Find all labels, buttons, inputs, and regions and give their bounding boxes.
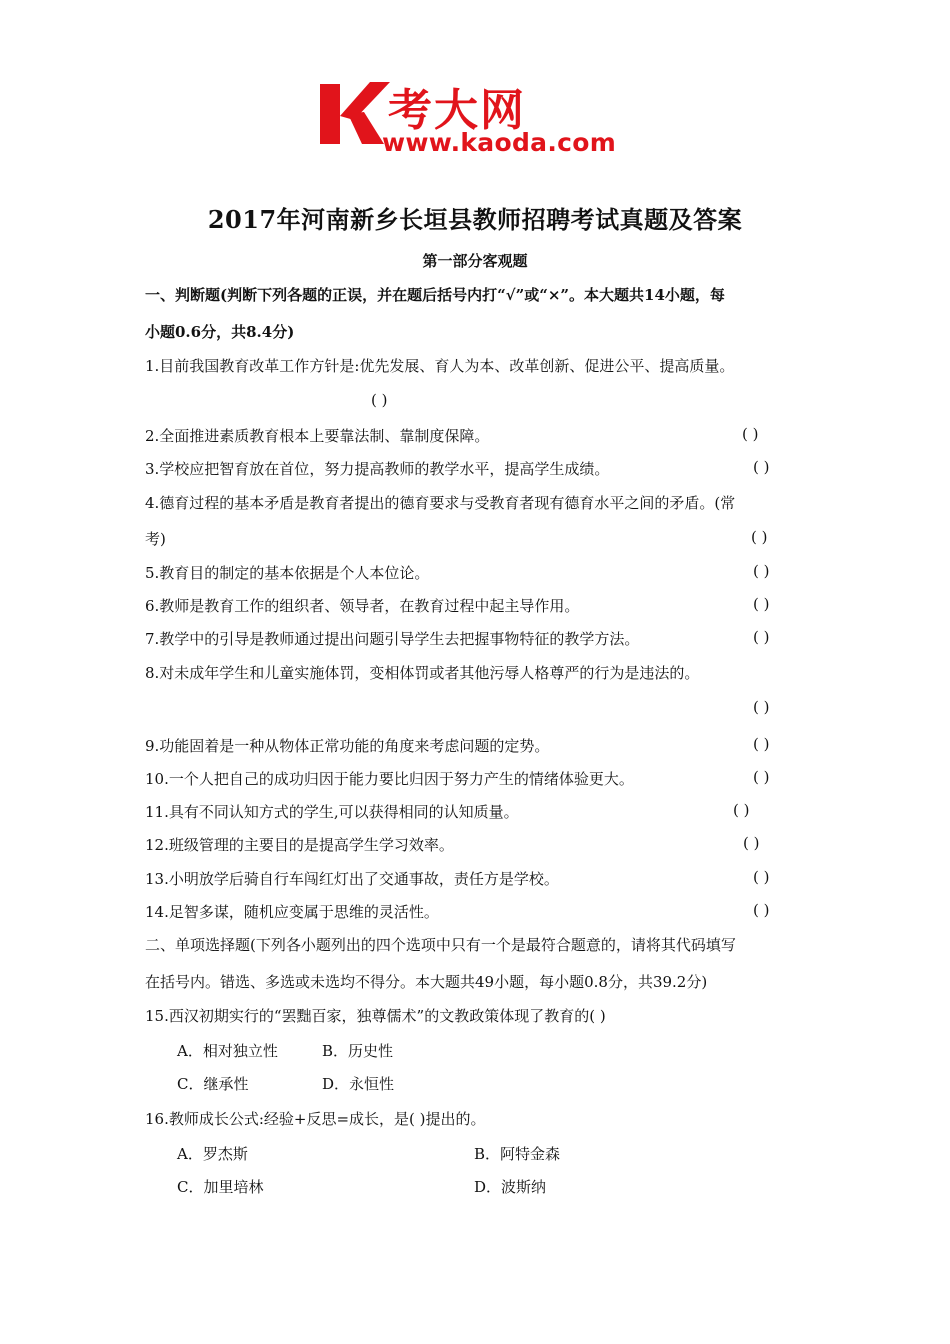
logo-url-text: www.kaoda.com bbox=[382, 128, 617, 157]
question-8-text: 8.对未成年学生和儿童实施体罚，变相体罚或者其他污辱人格尊严的行为是违法的。 bbox=[145, 664, 700, 682]
question-1-answer-paren: ( ) bbox=[371, 391, 388, 409]
question-11-answer-paren: ( ) bbox=[733, 801, 750, 819]
question-12-answer-paren: ( ) bbox=[743, 834, 760, 852]
question-16-option-b: B．阿特金森 bbox=[474, 1145, 561, 1163]
question-1-text: 1.目前我国教育改革工作方针是:优先发展、育人为本、改革创新、促进公平、提高质量。 bbox=[145, 357, 735, 375]
question-10-answer-paren: ( ) bbox=[753, 768, 770, 786]
section-2-heading-line-1: 二、单项选择题(下列各小题列出的四个选项中只有一个是最符合题意的，请将其代码填写 bbox=[145, 936, 736, 954]
question-15-option-b: B．历史性 bbox=[322, 1042, 394, 1060]
question-4-answer-paren: ( ) bbox=[751, 528, 768, 546]
question-9-answer-paren: ( ) bbox=[753, 735, 770, 753]
question-13-answer-paren: ( ) bbox=[753, 868, 770, 886]
question-14-answer-paren: ( ) bbox=[753, 901, 770, 919]
question-15-option-a: A．相对独立性 bbox=[177, 1042, 278, 1060]
question-7-text: 7.教学中的引导是教师通过提出问题引导学生去把握事物特征的教学方法。 bbox=[145, 630, 640, 648]
page-title: 2017年河南新乡长垣县教师招聘考试真题及答案 bbox=[207, 205, 743, 234]
kaoda-logo bbox=[318, 80, 648, 162]
question-16-stem: 16.教师成长公式:经验+反思=成长，是( )提出的。 bbox=[145, 1110, 486, 1128]
question-16-option-a: A．罗杰斯 bbox=[177, 1145, 248, 1163]
section-1-heading-line-1: 一、判断题(判断下列各题的正误，并在题后括号内打“√”或“×”。本大题共14小题，每 bbox=[145, 286, 725, 304]
question-12-text: 12.班级管理的主要目的是提高学生学习效率。 bbox=[145, 836, 454, 854]
question-4-text: 4.德育过程的基本矛盾是教育者提出的德育要求与受教育者现有德育水平之间的矛盾。(常 bbox=[145, 494, 736, 512]
question-8-answer-paren: ( ) bbox=[753, 698, 770, 716]
section-2-heading-line-2: 在括号内。错选、多选或未选均不得分。本大题共49小题，每小题0.8分，共39.2分) bbox=[145, 973, 708, 991]
question-16-option-d: D．波斯纳 bbox=[474, 1178, 547, 1196]
question-16-option-c: C．加里培林 bbox=[177, 1178, 264, 1196]
section-1-heading-line-2: 小题0.6分，共8.4分) bbox=[145, 323, 295, 341]
question-7-answer-paren: ( ) bbox=[753, 628, 770, 646]
question-9-text: 9.功能固着是一种从物体正常功能的角度来考虑问题的定势。 bbox=[145, 737, 550, 755]
question-11-text: 11.具有不同认知方式的学生,可以获得相同的认知质量。 bbox=[145, 803, 519, 821]
question-10-text: 10.一个人把自己的成功归因于能力要比归因于努力产生的情绪体验更大。 bbox=[145, 770, 634, 788]
question-15-option-c: C．继承性 bbox=[177, 1075, 249, 1093]
question-14-text: 14.足智多谋，随机应变属于思维的灵活性。 bbox=[145, 903, 439, 921]
question-6-text: 6.教师是教育工作的组织者、领导者，在教育过程中起主导作用。 bbox=[145, 597, 580, 615]
question-4-text-cont: 考) bbox=[145, 530, 166, 548]
question-3-answer-paren: ( ) bbox=[753, 458, 770, 476]
question-6-answer-paren: ( ) bbox=[753, 595, 770, 613]
question-5-text: 5.教育目的制定的基本依据是个人本位论。 bbox=[145, 564, 430, 582]
question-13-text: 13.小明放学后骑自行车闯红灯出了交通事故，责任方是学校。 bbox=[145, 870, 559, 888]
logo-k-mark-icon bbox=[318, 80, 392, 148]
logo-brand-text: 考大网 bbox=[388, 85, 526, 136]
question-2-text: 2.全面推进素质教育根本上要靠法制、靠制度保障。 bbox=[145, 427, 490, 445]
question-2-answer-paren: ( ) bbox=[742, 425, 759, 443]
part-subtitle: 第一部分客观题 bbox=[422, 252, 528, 270]
question-15-option-d: D．永恒性 bbox=[322, 1075, 395, 1093]
question-3-text: 3.学校应把智育放在首位，努力提高教师的教学水平，提高学生成绩。 bbox=[145, 460, 610, 478]
question-5-answer-paren: ( ) bbox=[753, 562, 770, 580]
question-15-stem: 15.西汉初期实行的“罢黜百家，独尊儒术”的文教政策体现了教育的( ) bbox=[145, 1007, 606, 1025]
